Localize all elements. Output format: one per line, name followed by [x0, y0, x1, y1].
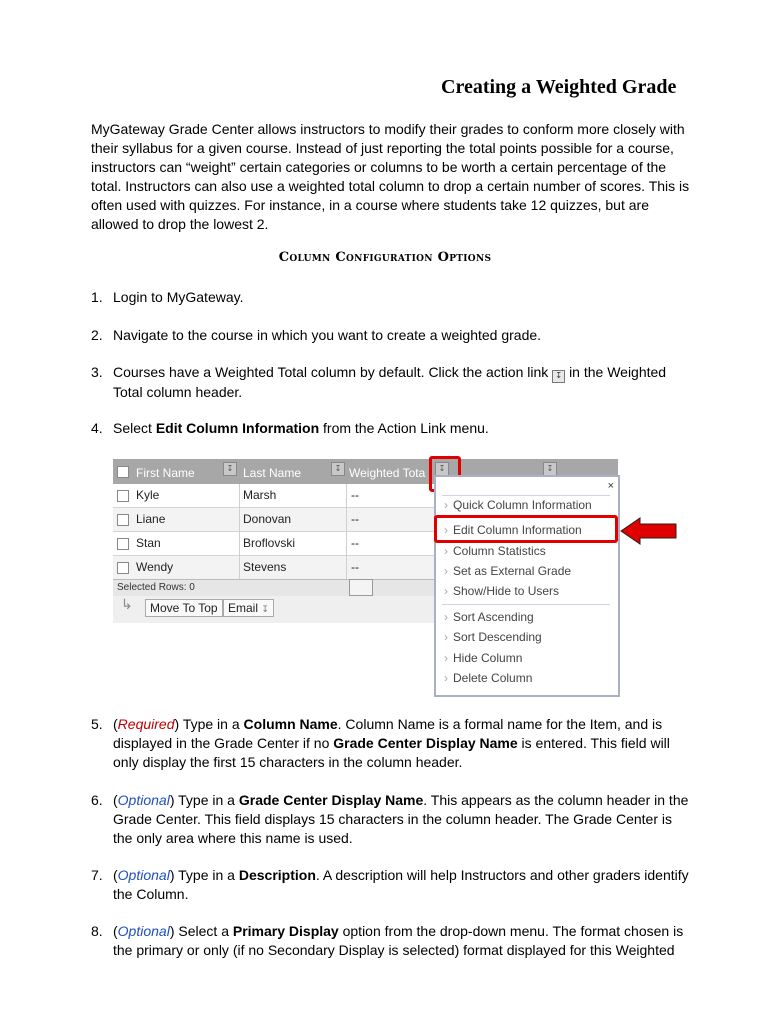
action-link-icon: ↧	[552, 370, 565, 383]
move-to-top-button[interactable]: Move To Top	[145, 599, 223, 617]
optional-tag: Optional	[117, 867, 170, 883]
cell-first-name: Kyle	[136, 488, 160, 502]
cell-weighted[interactable]: --	[351, 488, 359, 502]
step-number: 6.	[91, 792, 103, 808]
column-divider	[346, 484, 347, 580]
step-text-before: Courses have a Weighted Total column by default. Click the action link	[113, 364, 549, 380]
sort-chevron-icon[interactable]: ↧	[543, 462, 557, 476]
text-part: option from the drop-down menu. The format chosen is the primary or only (if no Secondary Display is selected) format displayed for this Weighted	[113, 923, 684, 958]
step-number: 7.	[91, 867, 103, 883]
step-1	[91, 288, 691, 307]
step-3	[91, 363, 691, 402]
select-all-checkbox[interactable]	[117, 466, 129, 478]
action-link-icon[interactable]: ↧	[435, 462, 449, 476]
cell-first-name: Stan	[136, 536, 161, 550]
bold-term: Grade Center Display Name	[333, 735, 518, 751]
row-checkbox[interactable]	[117, 514, 129, 526]
text-part: Type in a	[182, 716, 240, 732]
step-text: Login to MyGateway.	[113, 289, 244, 305]
bold-term: Grade Center Display Name	[238, 792, 424, 808]
step-text: (Optional) Select a Primary Display option from the drop-down menu. The format chosen is the primary or only (if no Secondary Display is selected) format displayed for this Weighted	[113, 923, 684, 958]
text-part: . Column Name is a formal name for the Item, and is displayed in the Grade Center if no	[113, 716, 663, 751]
menu-item-delete-column[interactable]: › Delete Column	[444, 671, 532, 685]
menu-item-set-external-grade[interactable]: › Set as External Grade	[444, 564, 571, 578]
step-5	[91, 715, 691, 772]
menu-item-sort-descending[interactable]: › Sort Descending	[444, 630, 542, 644]
menu-divider	[442, 604, 610, 605]
section-heading: Column Configuration Options	[278, 250, 492, 265]
step-text: Navigate to the course in which you want to create a weighted grade.	[113, 327, 542, 343]
optional-tag: Optional	[117, 792, 170, 808]
step-2	[91, 326, 691, 345]
menu-item-hide-column[interactable]: › Hide Column	[444, 651, 522, 665]
cell-first-name: Liane	[136, 512, 166, 526]
required-tag: Required	[117, 716, 175, 732]
cell-last-name: Donovan	[243, 512, 292, 526]
bold-term: Primary Display	[232, 923, 339, 939]
text-part: . This appears as the column header in the Grade Center. This field displays 15 characters in the column header. The Grade Center is the only area where this name is used.	[113, 792, 689, 846]
step-text	[113, 419, 691, 438]
cell-last-name: Marsh	[243, 488, 277, 502]
text-part: Type in a	[178, 792, 235, 808]
text-part: . A description will help Instructors and other graders identify the Column.	[113, 867, 689, 902]
step-number: 4.	[91, 420, 103, 436]
menu-divider	[442, 495, 610, 496]
step-number: 1.	[91, 289, 103, 305]
step-number: 2.	[91, 327, 103, 343]
bold-term: Edit Column Information	[155, 420, 320, 436]
cell-last-name: Broflovski	[243, 536, 296, 550]
header-first-name[interactable]: First Name	[136, 466, 195, 480]
text-part: Select a	[178, 923, 229, 939]
step-4	[91, 419, 691, 438]
arrow-return-icon: ↳	[121, 596, 133, 612]
cell-weighted[interactable]: --	[351, 536, 359, 550]
step-text: (Optional) Type in a Grade Center Display Name. This appears as the column header in the Grade Center. This field displays 15 characters in the column header. The Grade Center is the only area where this name is used.	[113, 792, 689, 846]
selected-rows-count: Selected Rows: 0	[117, 582, 195, 593]
cell-last-name: Stevens	[243, 560, 287, 574]
step-number: 8.	[91, 923, 103, 939]
sort-chevron-icon[interactable]: ↧	[331, 462, 345, 476]
step-7	[91, 866, 691, 904]
step-number: 3.	[91, 364, 103, 380]
header-last-name[interactable]: Last Name	[243, 466, 302, 480]
text-part: is entered. This field will only display the first 15 characters in the column header.	[113, 735, 670, 770]
step-text: (Optional) Type in a Description. A description will help Instructors and other graders identify the Column.	[113, 867, 689, 902]
row-checkbox[interactable]	[117, 490, 129, 502]
step-number: 5.	[91, 716, 103, 732]
bold-term: Column Name	[243, 716, 338, 732]
page-title: Creating a Weighted Grade	[441, 76, 677, 98]
action-link-menu	[434, 475, 620, 697]
bold-term: Description	[238, 867, 316, 883]
menu-item-show-hide-users[interactable]: › Show/Hide to Users	[444, 584, 559, 598]
step-text-before: Select	[113, 420, 152, 436]
menu-item-edit-column-information[interactable]: › Edit Column Information	[444, 523, 582, 537]
row-checkbox[interactable]	[117, 538, 129, 550]
step-text-after: in the Weighted Total column header.	[113, 364, 667, 400]
email-button[interactable]	[223, 599, 274, 617]
intro-paragraph: MyGateway Grade Center allows instructors to modify their grades to conform more closely with their syllabus for a given course. Instead of just reporting the total points possible for a course, instructors can “weight” certain categories or columns to be worth a certain percentage of the total. Instructors can also use a weighted total column to drop a certain number of scores. This is often used with quizzes. For instance, in a course where students take 12 quizzes, but are allowed to drop the lowest 2.	[91, 121, 690, 232]
step-6	[91, 791, 691, 848]
cell-weighted[interactable]: --	[351, 560, 359, 574]
menu-item-sort-ascending[interactable]: › Sort Ascending	[444, 610, 534, 624]
header-weighted-total[interactable]: Weighted Tota	[349, 466, 426, 480]
menu-item-quick-column-information[interactable]: › Quick Column Information	[444, 498, 592, 512]
step-text-after: from the Action Link menu.	[323, 420, 489, 436]
optional-tag: Optional	[117, 923, 170, 939]
close-icon[interactable]: ×	[607, 480, 614, 492]
step-text	[113, 363, 691, 402]
sort-chevron-icon[interactable]: ↧	[223, 462, 237, 476]
pointer-arrow-icon	[620, 517, 678, 545]
cell-first-name: Wendy	[136, 560, 174, 574]
chevron-down-icon: ↧	[261, 604, 269, 614]
step-8	[91, 922, 691, 960]
cell-weighted[interactable]: --	[351, 512, 359, 526]
step-text: (Required) Type in a Column Name. Column Name is a formal name for the Item, and is displayed in the Grade Center if no Grade Center Display Name is entered. This field will only display the first 15 characters in the column header.	[113, 716, 670, 770]
menu-item-column-statistics[interactable]: › Column Statistics	[444, 544, 546, 558]
row-checkbox[interactable]	[117, 562, 129, 574]
text-part: Type in a	[178, 867, 235, 883]
edit-column-highlight	[434, 515, 618, 543]
email-button-label: Email	[228, 601, 259, 615]
column-divider	[239, 484, 240, 580]
horizontal-scrollbar[interactable]	[349, 579, 373, 596]
